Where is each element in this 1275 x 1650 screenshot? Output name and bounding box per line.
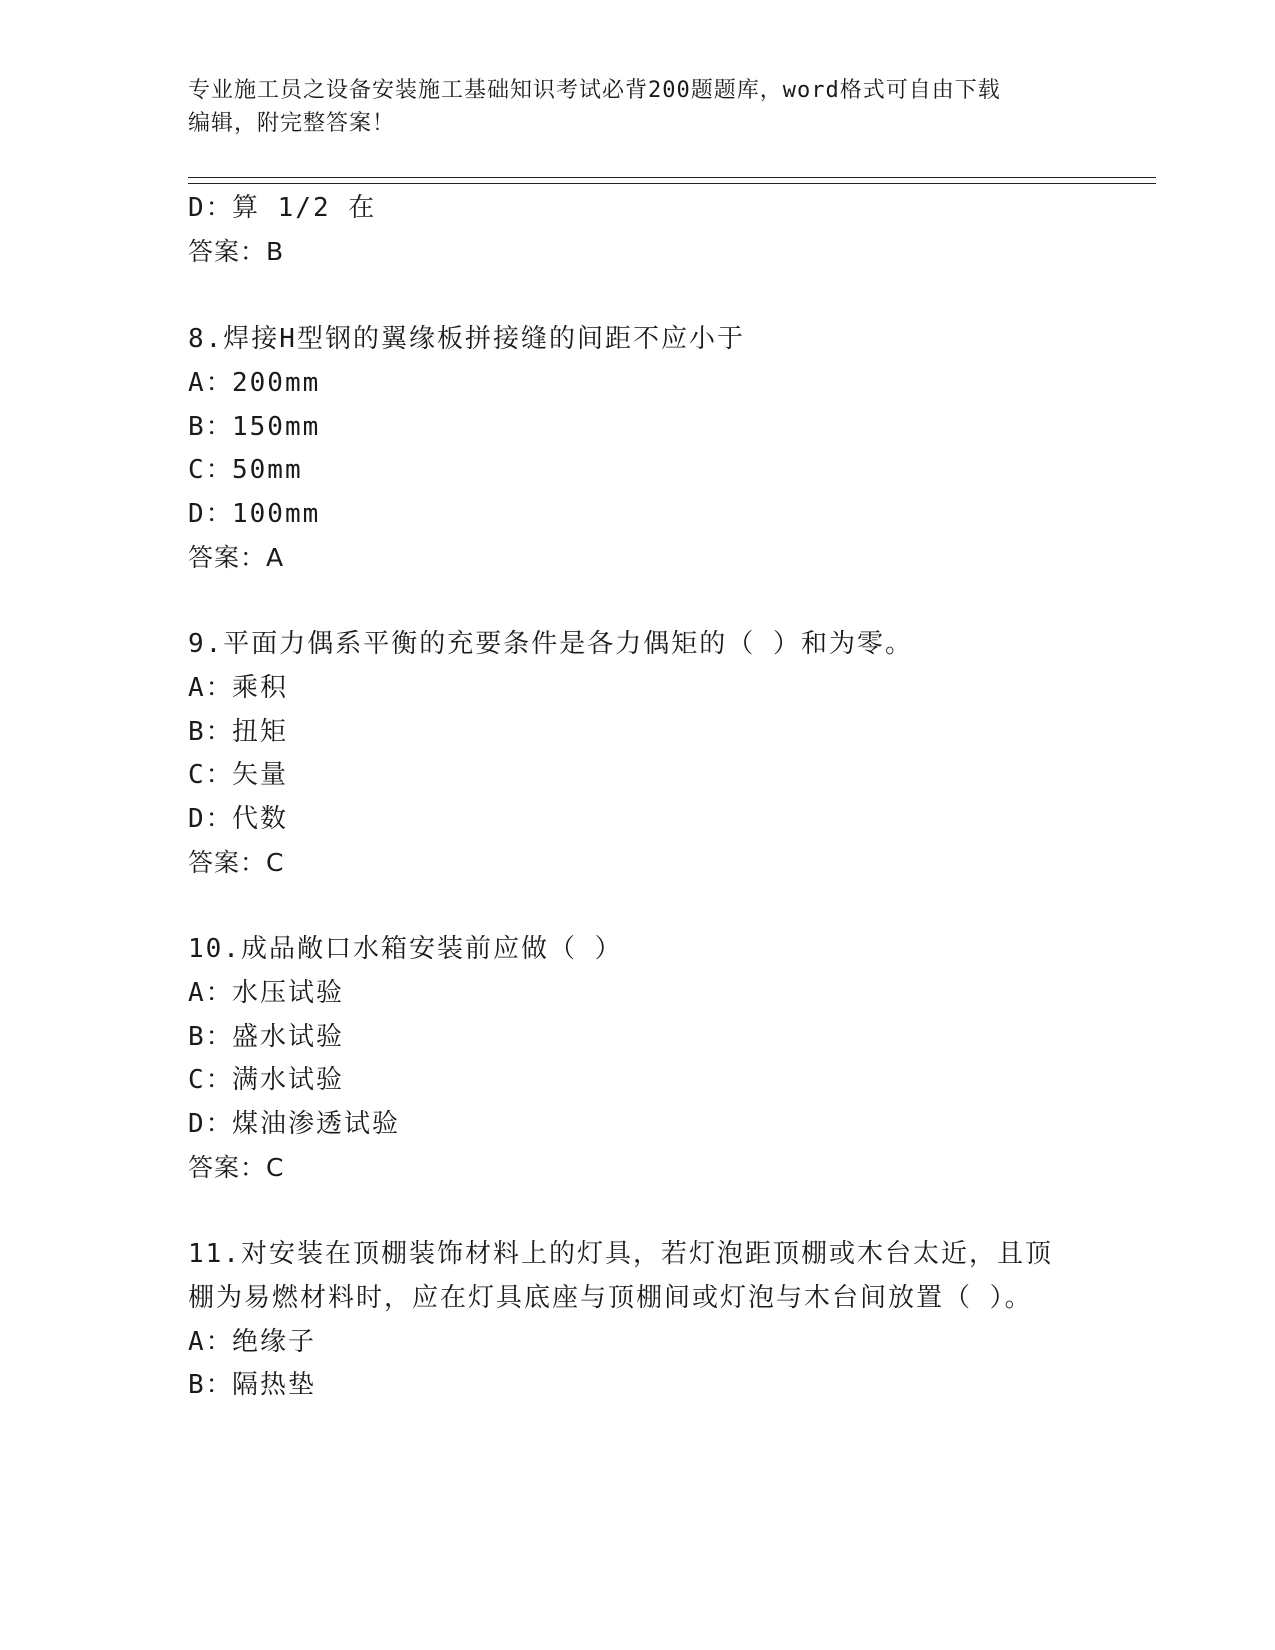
option-text: 煤油渗透试验 [232, 1109, 401, 1139]
option-label: C： [188, 455, 234, 485]
option-text: 算 1/2 在 [232, 193, 377, 223]
answer-line: 答案：C [188, 848, 285, 877]
option-text: 150mm [232, 412, 321, 442]
option-label: B： [188, 1370, 234, 1400]
header-divider-top [188, 177, 1156, 178]
answer-line: 答案：B [188, 237, 285, 266]
option-a [188, 1326, 316, 1358]
header-title-line1: 专业施工员之设备安装施工基础知识考试必背200题题库，word格式可自由下载 [188, 78, 1001, 103]
option-label: C： [188, 1065, 234, 1095]
document-header [188, 74, 1068, 140]
option-text: 乘积 [232, 673, 289, 703]
option-d [188, 803, 288, 835]
question-stem: 8.焊接H型钢的翼缘板拼接缝的间距不应小于 [188, 324, 745, 354]
option-text: 矢量 [232, 760, 289, 790]
option-b [188, 1369, 316, 1401]
option-label: D： [188, 804, 234, 834]
option-text: 水压试验 [232, 978, 345, 1008]
option-label: D： [188, 193, 234, 223]
option-text: 满水试验 [232, 1065, 345, 1095]
option-label: B： [188, 717, 234, 747]
option-a [188, 367, 320, 399]
answer-line: 答案：A [188, 543, 285, 572]
option-d [188, 1108, 400, 1140]
option-label: A： [188, 673, 234, 703]
option-text: 扭矩 [232, 717, 289, 747]
option-label: D： [188, 1109, 234, 1139]
option-text: 盛水试验 [232, 1022, 345, 1052]
question-stem: 9.平面力偶系平衡的充要条件是各力偶矩的（ ）和为零。 [188, 629, 913, 659]
question-stem-line2: 棚为易燃材料时，应在灯具底座与顶棚间或灯泡与木台间放置（ ）。 [188, 1283, 1033, 1313]
option-c [188, 759, 288, 791]
option-c [188, 454, 303, 486]
option-a [188, 672, 288, 704]
option-label: A： [188, 1327, 234, 1357]
header-title-line2: 编辑，附完整答案！ [188, 111, 396, 136]
option-label: A： [188, 368, 234, 398]
option-text: 绝缘子 [232, 1327, 317, 1357]
header-divider-bottom [188, 183, 1156, 184]
option-d [188, 498, 320, 530]
option-a [188, 977, 344, 1009]
answer-line: 答案：C [188, 1153, 285, 1182]
option-label: A： [188, 978, 234, 1008]
option-text: 代数 [232, 804, 289, 834]
option-text: 100mm [232, 499, 321, 529]
question-stem: 10.成品敞口水箱安装前应做（ ） [188, 934, 623, 964]
question-stem-line1: 11.对安装在顶棚装饰材料上的灯具，若灯泡距顶棚或木台太近，且顶 [188, 1239, 1053, 1269]
option-text: 隔热垫 [232, 1370, 317, 1400]
option-label: B： [188, 412, 234, 442]
option-text: 50mm [232, 455, 303, 485]
option-label: D： [188, 499, 234, 529]
option-label: B： [188, 1022, 234, 1052]
option-text: 200mm [232, 368, 321, 398]
option-b [188, 411, 320, 443]
option-b [188, 1021, 344, 1053]
option-b [188, 716, 288, 748]
option-label: C： [188, 760, 234, 790]
option-d [188, 192, 376, 224]
option-c [188, 1064, 344, 1096]
